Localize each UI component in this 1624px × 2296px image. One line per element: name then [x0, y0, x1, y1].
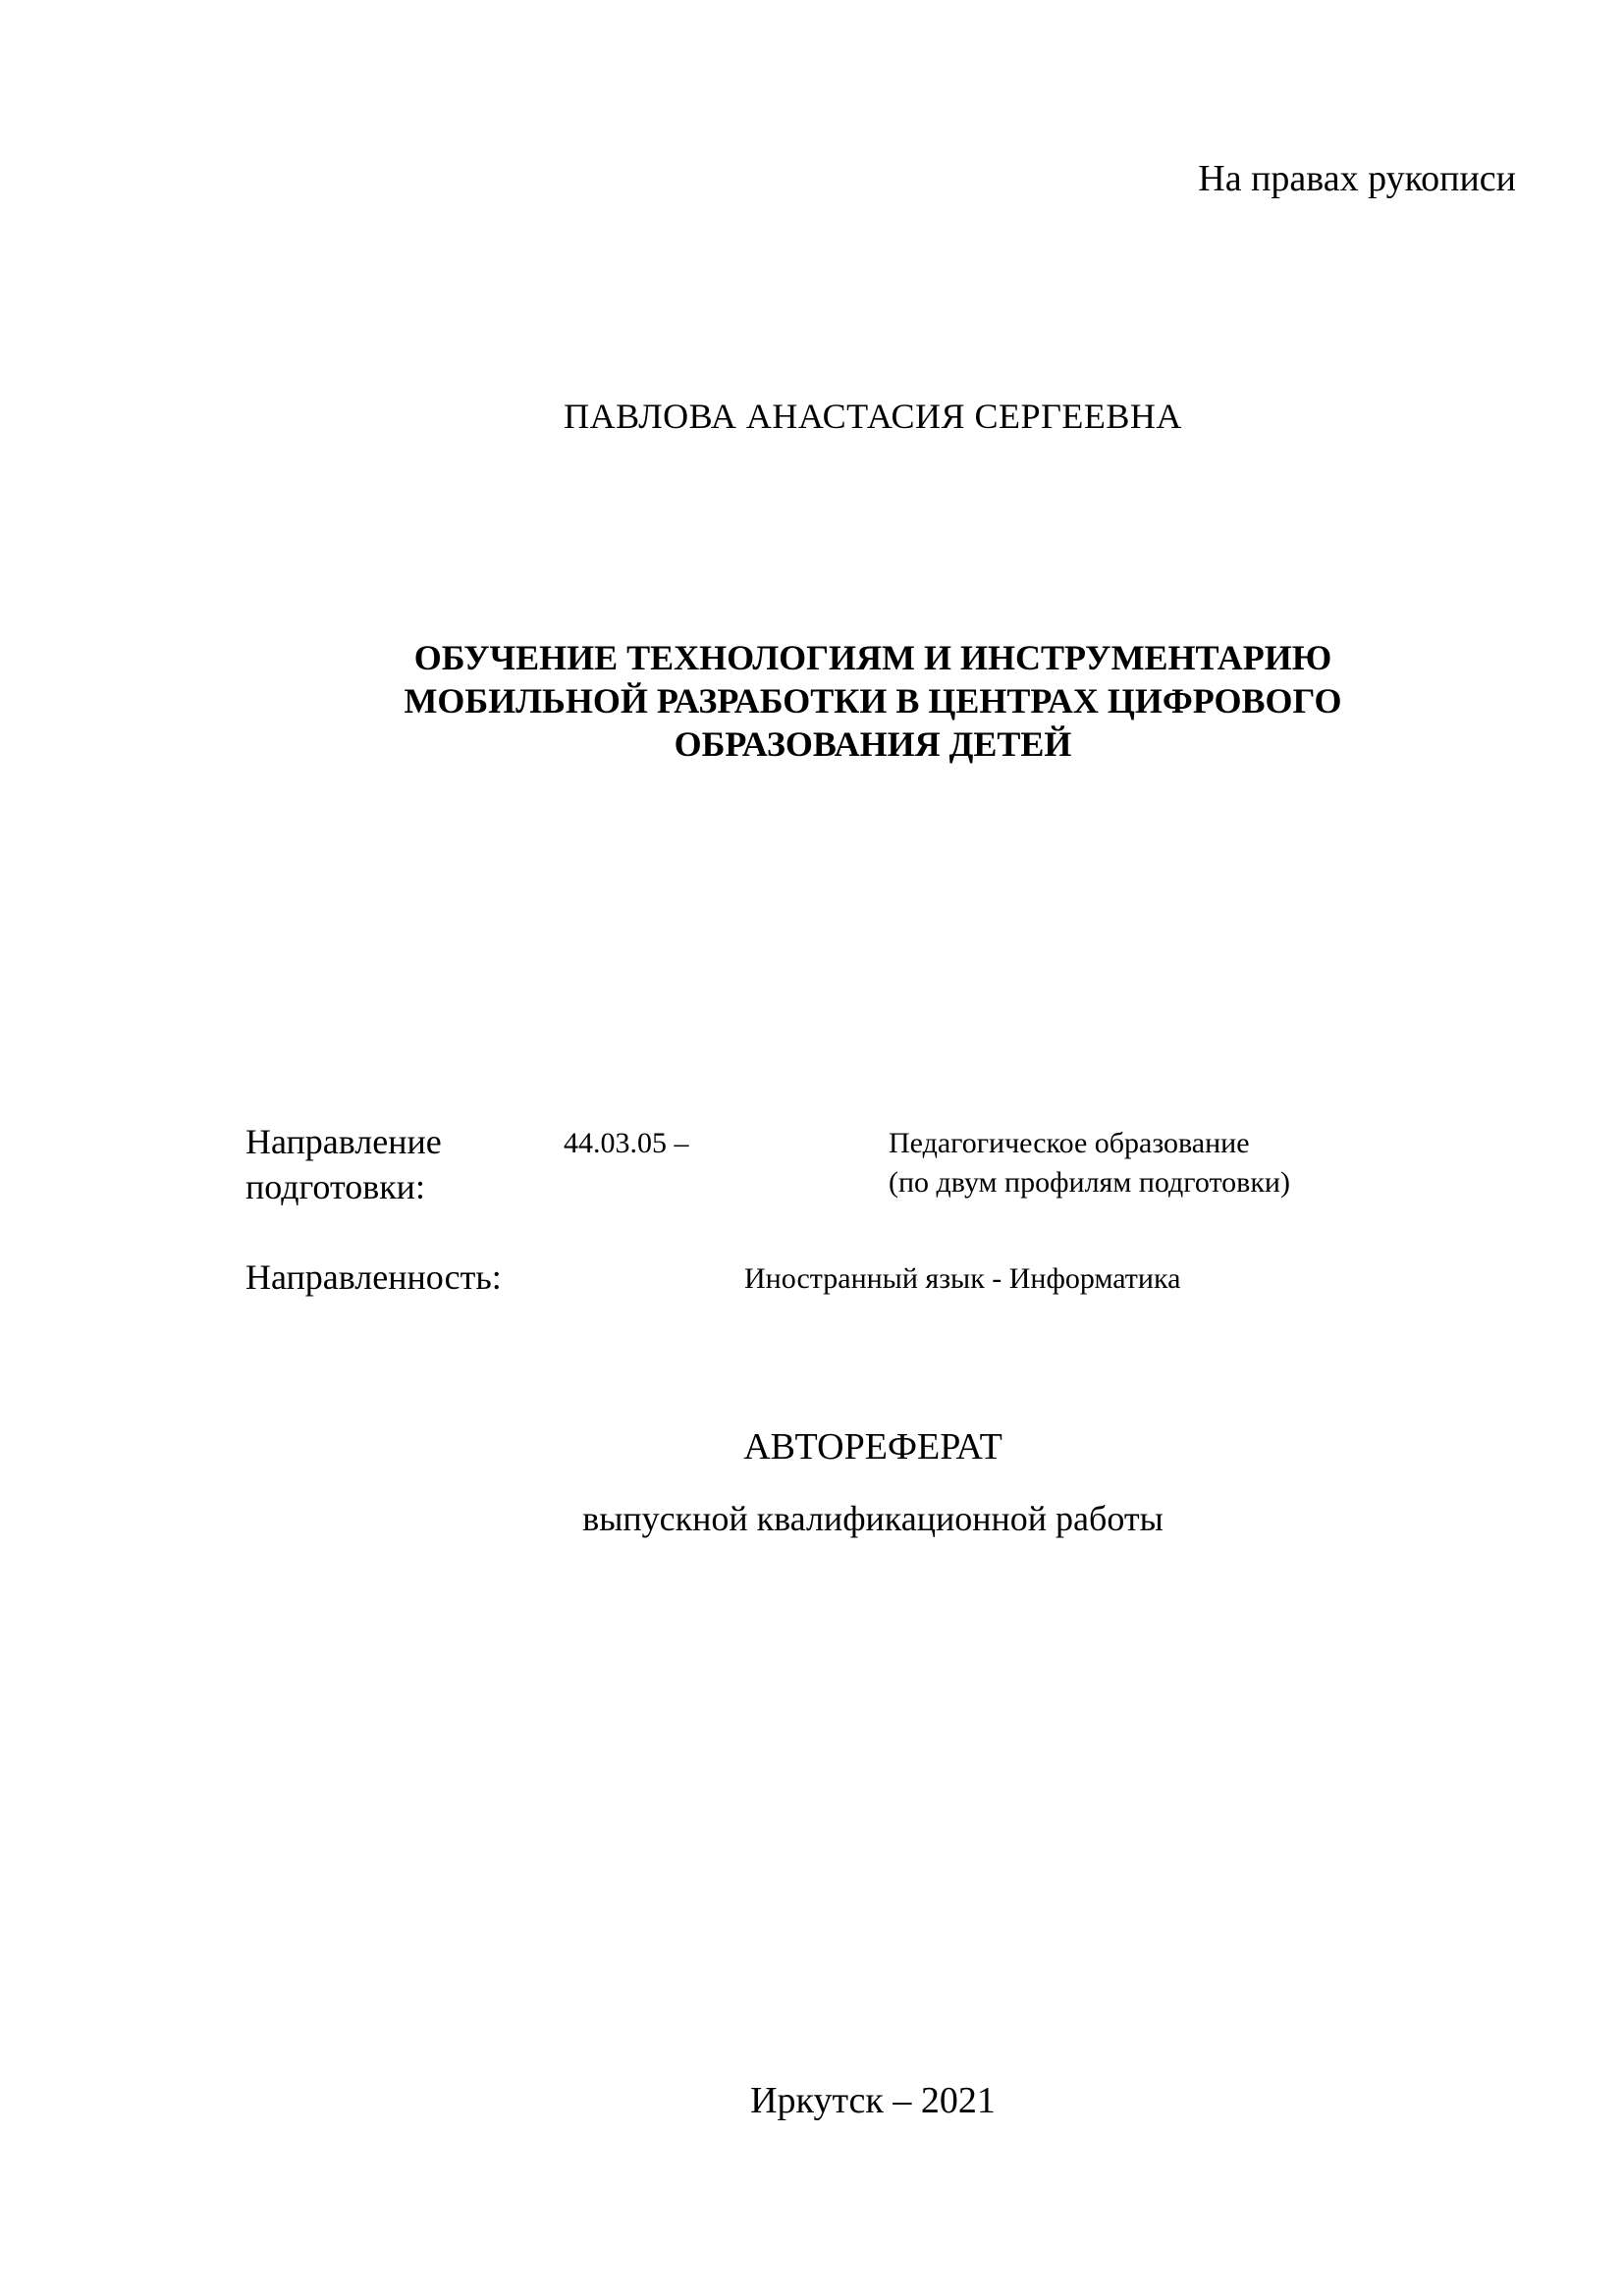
author-name: ПАВЛОВА АНАСТАСИЯ СЕРГЕЕВНА [564, 397, 1182, 436]
direction-value-line-1: Педагогическое образование [889, 1127, 1250, 1159]
manuscript-note: На правах рукописи [1198, 158, 1516, 199]
direction-label-line-1: Направление [245, 1122, 442, 1161]
direction-value [889, 1124, 1290, 1202]
thesis-title-line-2: МОБИЛЬНОЙ РАЗРАБОТКИ В ЦЕНТРАХ ЦИФРОВОГО [404, 681, 1342, 721]
work-type: выпускной квалификационной работы [582, 1499, 1164, 1538]
document-type: АВТОРЕФЕРАТ [743, 1426, 1002, 1468]
thesis-title-line-1: ОБУЧЕНИЕ ТЕХНОЛОГИЯМ И ИНСТРУМЕНТАРИЮ [413, 638, 1332, 677]
direction-label [245, 1119, 442, 1209]
direction-value-line-2: (по двум профилям подготовки) [889, 1166, 1290, 1199]
direction-code: 44.03.05 – [564, 1127, 689, 1159]
thesis-title-line-3: ОБРАЗОВАНИЯ ДЕТЕЙ [674, 724, 1072, 764]
focus-label: Направленность: [245, 1257, 502, 1297]
city-year: Иркутск – 2021 [750, 2080, 996, 2121]
focus-value: Иностранный язык - Информатика [744, 1262, 1181, 1295]
direction-label-line-2: подготовки: [245, 1167, 425, 1206]
thesis-title [295, 636, 1451, 766]
